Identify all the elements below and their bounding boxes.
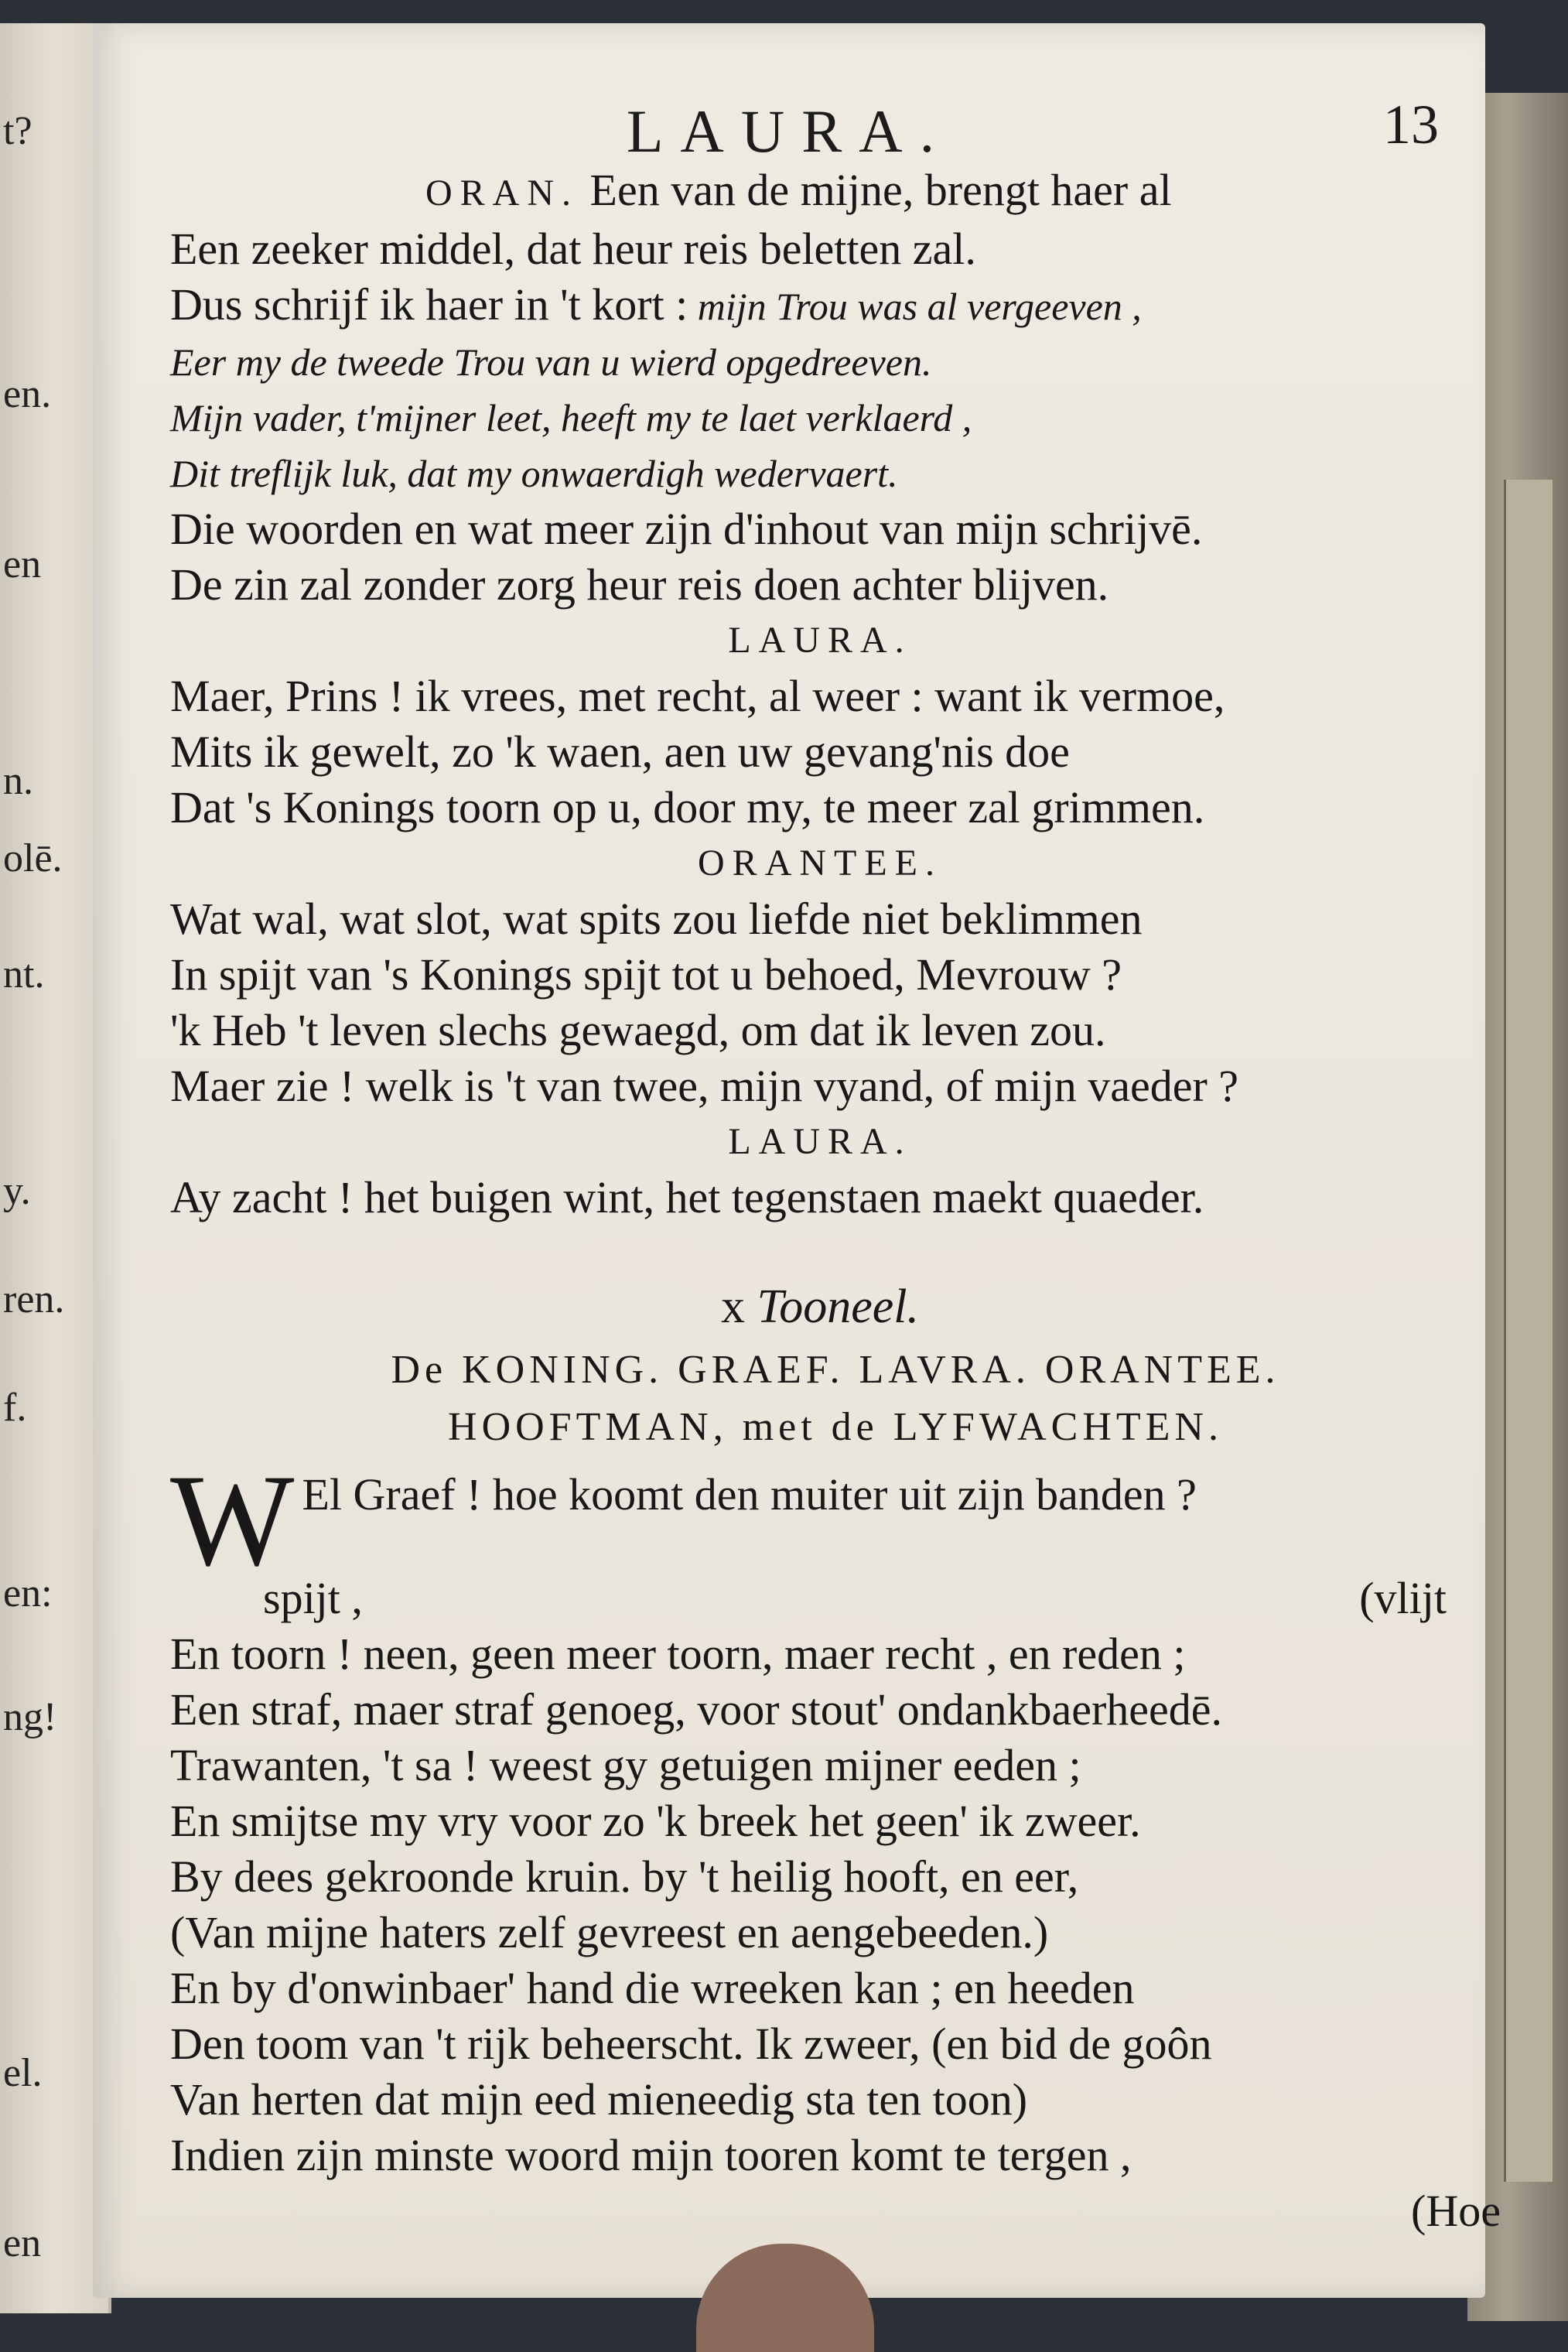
cover-edge <box>1504 480 1553 2182</box>
catchword: (Hoe <box>1411 2186 1501 2236</box>
fragment: olē. <box>3 836 63 880</box>
fragment: ng! <box>3 1695 57 1739</box>
fragment: f. <box>3 1386 27 1430</box>
speaker-label: ORANTEE. <box>698 843 942 884</box>
verse-line: Dus schrijf ik haer in 't kort : mijn Trou was al vergeeven , <box>170 279 1142 330</box>
scene-heading <box>170 1272 1470 1342</box>
verse-line: Indien zijn minste woord mijn tooren komt te tergen , <box>170 2130 1132 2180</box>
speaker-label: ORAN. <box>425 173 579 214</box>
verse-line: Mits ik gewelt, zo 'k waen, aen uw gevang'nis doe <box>170 726 1070 777</box>
scene-title: Tooneel. <box>757 1280 920 1333</box>
verse-line: Dat 's Konings toorn op u, door my, te meer zal grimmen. <box>170 782 1205 832</box>
verse-line: En by d'onwinbaer' hand die wreeken kan ; en heeden <box>170 1963 1135 2013</box>
verse-line: De zin zal zonder zorg heur reis doen achter blijven. <box>170 559 1109 610</box>
scene-number: x <box>720 1280 745 1333</box>
fragment: ren. <box>3 1277 65 1321</box>
verse-line: En smijtse my vry voor zo 'k breek het geen' ik zweer. <box>170 1796 1141 1846</box>
cast-list: De KONING. GRAEF. LAVRA. ORANTEE. <box>391 1348 1280 1392</box>
drop-cap: W <box>170 1448 295 1593</box>
verse-line: In spijt van 's Konings spijt tot u behoed, Mevrouw ? <box>170 949 1122 1000</box>
fragment: en <box>3 2221 42 2265</box>
book-page <box>93 23 1501 2298</box>
verse-line: Den toom van 't rijk beheerscht. Ik zweer, (en bid de goôn <box>170 2019 1212 2069</box>
verse-line: Eer my de tweede Trou van u wierd opgedreeven. <box>170 340 932 384</box>
fragment: en <box>3 542 42 586</box>
verse-line: Dit treflijk luk, dat my onwaerdigh wedervaert. <box>170 452 898 495</box>
verse-line: spijt , (vlijt <box>263 1573 1447 1623</box>
verse-line: ORAN. Een van de mijne, brengt haer al <box>425 165 1172 215</box>
verse-line: Een zeeker middel, dat heur reis beletten zal. <box>170 224 976 274</box>
fragment: n. <box>3 759 33 803</box>
fragment: el. <box>3 2051 43 2095</box>
verse-line: Die woorden en wat meer zijn d'inhout van mijn schrijvē. <box>170 504 1203 554</box>
speaker-label: LAURA. <box>728 1121 912 1162</box>
verse-line: En toorn ! neen, geen meer toorn, maer recht , en reden ; <box>170 1629 1186 1679</box>
verse-line: Wat wal, wat slot, wat spits zou liefde niet beklimmen <box>170 894 1143 944</box>
fragment: t? <box>3 109 32 153</box>
verse-line: Ay zacht ! het buigen wint, het tegenstaen maekt quaeder. <box>170 1172 1204 1222</box>
page-number: 13 <box>1383 94 1439 156</box>
page-text <box>170 162 1501 2239</box>
fragment: nt. <box>3 952 45 997</box>
fragment: y. <box>3 1169 31 1213</box>
verse-line: Van herten dat mijn eed mieneedig sta ten toon) <box>170 2074 1028 2125</box>
verse-line: (Van mijne haters zelf gevreest en aengebeeden.) <box>170 1907 1049 1957</box>
verse-line: Trawanten, 't sa ! weest gy getuigen mijner eeden ; <box>170 1740 1081 1790</box>
verse-line: Een straf, maer straf genoeg, voor stout' ondankbaerheedē. <box>170 1684 1223 1735</box>
verse-line: Maer, Prins ! ik vrees, met recht, al weer : want ik vermoe, <box>170 671 1225 721</box>
verse-line: 'k Heb 't leven slechs gewaegd, om dat ik leven zou. <box>170 1005 1106 1055</box>
verse-line: By dees gekroonde kruin. by 't heilig hooft, en eer, <box>170 1851 1079 1902</box>
speaker-label: LAURA. <box>728 620 912 661</box>
running-head: LAURA. <box>626 97 952 165</box>
fragment: en: <box>3 1571 53 1615</box>
verse-line: Maer zie ! welk is 't van twee, mijn vyand, of mijn vaeder ? <box>170 1061 1239 1111</box>
cast-list: HOOFTMAN, met de LYFWACHTEN. <box>448 1405 1223 1449</box>
king-speech <box>170 1448 1501 2239</box>
verse-line: El Graef ! hoe koomt den muiter uit zijn banden ? <box>302 1469 1197 1520</box>
fragment: en. <box>3 372 52 416</box>
verse-line: Mijn vader, t'mijner leet, heeft my te laet verklaerd , <box>170 396 972 439</box>
